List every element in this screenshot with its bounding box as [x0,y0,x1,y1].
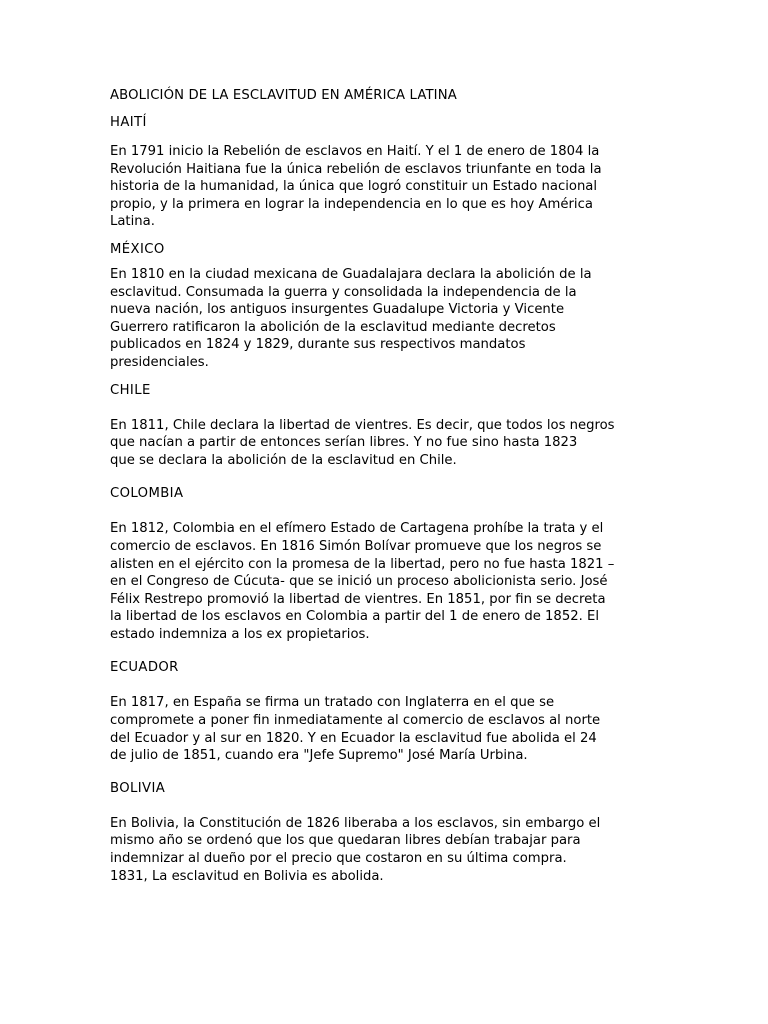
section-heading-bolivia: BOLIVIA [110,780,166,796]
section-text-mexico: En 1810 en la ciudad mexicana de Guadalajara declara la abolición de la esclavitud. Consumada la guerra y consolidada la independencia de la nueva nación, los antiguos insurgentes Guadalupe Victoria y Vicente Guerrero ratificaron la abolición de la esclavitud mediante decretos publicados en 1824 y 1829, durante sus respectivos mandatos presidenciales. [110,266,592,370]
section-heading-haiti: HAITÍ [110,115,147,130]
section-text-colombia: En 1812, Colombia en el efímero Estado de Cartagena prohíbe la trata y el comercio de esclavos. En 1816 Simón Bolívar promueve que los negros se alisten en el ejército con la promesa de la libertad, pero no fue hasta 1821 – en el Congreso de Cúcuta- que se inició un proceso abolicionista serio. José Félix Restrepo promovió la libertad de vientres. En 1851, por fin se decreta la libertad de los esclavos en Colombia a partir del 1 de enero de 1852. El estado indemniza a los ex propietarios. [110,521,615,642]
section-text-haiti: En 1791 inicio la Rebelión de esclavos en Haití. Y el 1 de enero de 1804 la Revolución Haitiana fue la única rebelión de esclavos triunfante en toda la historia de la humanidad, la única que logró constituir un Estado nacional propio, y la primera en lograr la independencia en lo que es hoy América Latina. [110,144,602,230]
section-heading-colombia: COLOMBIA [110,486,184,502]
section-text-ecuador: En 1817, en España se firma un tratado con Inglaterra en el que se compromete a poner fin inmediatamente al comercio de esclavos al norte del Ecuador y al sur en 1820. Y en Ecuador la esclavitud fue abolida el 24 de julio de 1851, cuando era "Jefe Supremo" José María Urbina. [110,695,601,764]
section-text-chile: En 1811, Chile declara la libertad de vientres. Es decir, que todos los negros que nacían a partir de entonces serían libres. Y no fue sino hasta 1823 que se declara la abolición de la esclavitud en Chile. [110,417,615,468]
document-body [110,87,670,885]
section-heading-chile: CHILE [110,382,151,398]
section-text-bolivia: En Bolivia, la Constitución de 1826 liberaba a los esclavos, sin embargo el mismo año se ordenó que los que quedaran libres debían trabajar para indemnizar al dueño por el precio que costaron en su última compra. 1831, La esclavitud en Bolivia es abolida. [110,815,601,884]
section-heading-mexico: MÉXICO [110,241,165,257]
document-title: ABOLICIÓN DE LA ESCLAVITUD EN AMÉRICA LATINA [110,88,457,103]
section-heading-ecuador: ECUADOR [110,660,179,676]
